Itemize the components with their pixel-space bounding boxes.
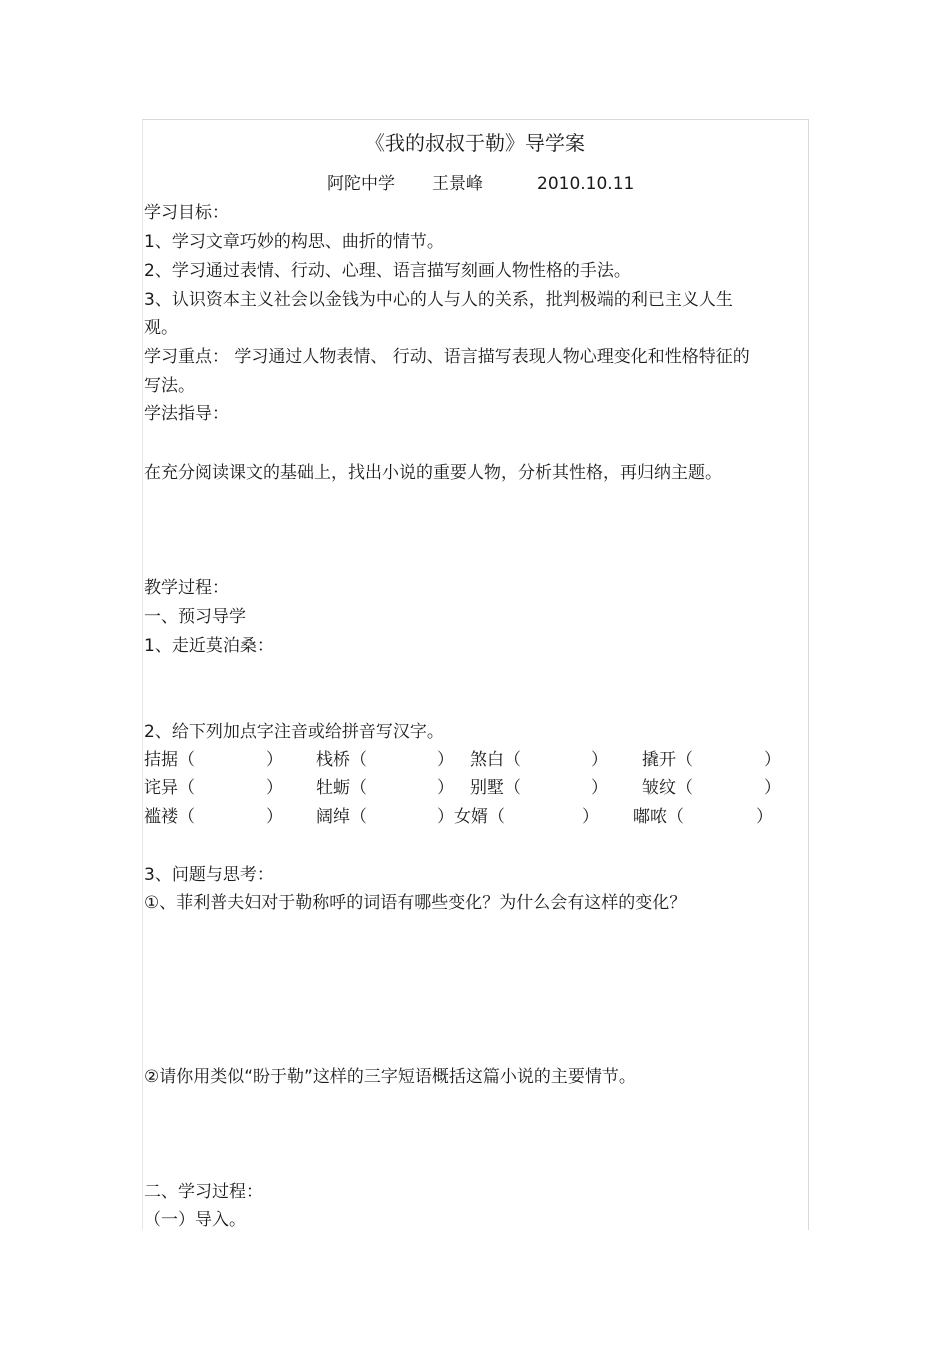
- vocab-blank: ）: [437, 750, 454, 770]
- vocab-blank: ）: [266, 750, 283, 770]
- goal-2: 2、学习通过表情、行动、心理、语言描写刻画人物性格的手法。: [144, 261, 631, 281]
- process-heading: 教学过程：: [144, 578, 229, 598]
- vocab-word: 拮据（: [144, 750, 195, 770]
- focus-line-2: 写法。: [144, 376, 195, 396]
- page-border: [142, 119, 809, 1230]
- vocab-blank: ）: [266, 778, 283, 798]
- vocab-blank: ）: [591, 750, 608, 770]
- vocab-word: 阔绰（: [316, 807, 367, 827]
- vocab-word: ）女婿（: [437, 807, 505, 827]
- goal-1: 1、学习文章巧妙的构思、曲折的情节。: [144, 232, 444, 252]
- vocab-blank: ）: [756, 807, 773, 827]
- vocab-row-2: [0, 777, 950, 799]
- goals-heading: 学习目标：: [144, 203, 229, 223]
- part-2-heading: 二、学习过程：: [144, 1182, 263, 1202]
- method-heading: 学法指导：: [144, 404, 229, 424]
- item-1-heading: 1、走近莫泊桑：: [144, 636, 274, 656]
- vocab-blank: ）: [764, 750, 781, 770]
- doc-date: 2010.10.11: [537, 174, 635, 194]
- vocab-row-3: [0, 806, 950, 828]
- vocab-word: 别墅（: [470, 778, 521, 798]
- vocab-word: 栈桥（: [316, 750, 367, 770]
- goal-3-line-1: 3、认识资本主义社会以金钱为中心的人与人的关系，批判极端的利已主义人生: [144, 290, 733, 310]
- goal-3-line-2: 观。: [144, 318, 178, 338]
- item-3-heading: 3、问题与思考：: [144, 865, 274, 885]
- part-1-heading: 一、预习导学: [144, 607, 246, 627]
- vocab-blank: ）: [591, 778, 608, 798]
- focus-line-1: 学习重点： 学习通过人物表情、 行动、语言描写表现人物心理变化和性格特征的: [144, 347, 750, 367]
- vocab-word: 诧异（: [144, 778, 195, 798]
- vocab-word: 嘟哝（: [633, 807, 684, 827]
- item-2-heading: 2、给下列加点字注音或给拼音写汉字。: [144, 722, 444, 742]
- vocab-word: 煞白（: [470, 750, 521, 770]
- method-text: 在充分阅读课文的基础上，找出小说的重要人物，分析其性格，再归纳主题。: [144, 463, 722, 483]
- author-name: 王景峰: [432, 174, 483, 194]
- school-name: 阿陀中学: [327, 174, 395, 194]
- vocab-row-1: [0, 749, 950, 771]
- vocab-word: 皱纹（: [642, 778, 693, 798]
- vocab-blank: ）: [582, 807, 599, 827]
- vocab-blank: ）: [437, 778, 454, 798]
- part-2-item-1: （一）导入。: [144, 1210, 246, 1230]
- vocab-blank: ）: [266, 807, 283, 827]
- page-title: 《我的叔叔于勒》导学案: [365, 131, 585, 155]
- question-2: ②请你用类似“盼于勒”这样的三字短语概括这篇小说的主要情节。: [144, 1067, 636, 1087]
- vocab-word: 牡蛎（: [316, 778, 367, 798]
- vocab-word: 褴褛（: [144, 807, 195, 827]
- question-1: ①、菲利普夫妇对于勒称呼的词语有哪些变化？为什么会有这样的变化？: [144, 893, 687, 913]
- vocab-blank: ）: [764, 778, 781, 798]
- byline: [0, 173, 950, 195]
- vocab-word: 撬开（: [642, 750, 693, 770]
